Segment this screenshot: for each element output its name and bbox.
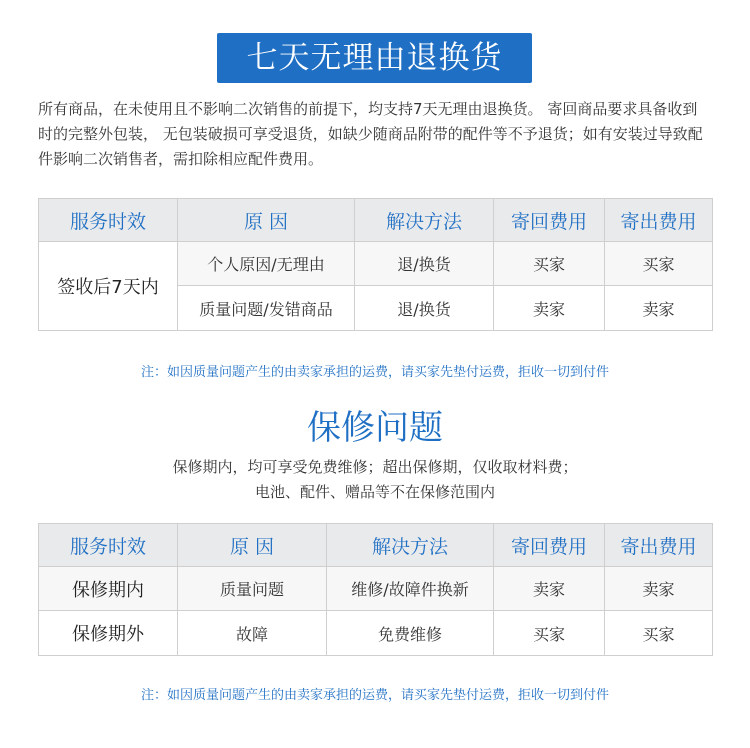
table-header-row: [39, 199, 713, 242]
reason-cell: 质量问题: [178, 567, 327, 611]
return-fee-cell: 卖家: [494, 567, 605, 611]
header-return-fee: 寄回费用: [494, 199, 605, 242]
return-policy-table: [38, 198, 713, 331]
return-policy-note: 注：如因质量问题产生的由卖家承担的运费，请买家先垫付运费，拒收一切到付件: [140, 365, 609, 380]
reason-cell: 质量问题/发错商品: [178, 286, 355, 331]
header-send-fee: 寄出费用: [605, 199, 713, 242]
header-solution: 解决方法: [327, 524, 494, 567]
table-row: [39, 242, 713, 286]
warranty-note: 注：如因质量问题产生的由卖家承担的运费，请买家先垫付运费，拒收一切到付件: [140, 688, 609, 703]
header-service-period: 服务时效: [39, 199, 178, 242]
header-service-period: 服务时效: [39, 524, 178, 567]
service-period-cell: 保修期内: [39, 567, 178, 611]
warranty-description-line1: 保修期内，均可享受免费维修；超出保修期，仅收取材料费；: [172, 458, 578, 476]
table-row: [39, 611, 713, 656]
service-period-cell: 签收后7天内: [39, 242, 178, 331]
solution-cell: 免费维修: [327, 611, 494, 656]
header-return-fee: 寄回费用: [494, 524, 605, 567]
send-fee-cell: 卖家: [605, 567, 713, 611]
solution-cell: 退/换货: [355, 286, 494, 331]
return-fee-cell: 买家: [494, 611, 605, 656]
reason-cell: 个人原因/无理由: [178, 242, 355, 286]
solution-cell: 退/换货: [355, 242, 494, 286]
return-fee-cell: 卖家: [494, 286, 605, 331]
warranty-description-line2: 电池、配件、赠品等不在保修范围内: [254, 483, 495, 501]
header-reason: 原 因: [178, 524, 327, 567]
solution-cell: 维修/故障件换新: [327, 567, 494, 611]
send-fee-cell: 买家: [605, 242, 713, 286]
table-header-row: [39, 524, 713, 567]
send-fee-cell: 卖家: [605, 286, 713, 331]
header-solution: 解决方法: [355, 199, 494, 242]
return-policy-title: 七天无理由退换货: [217, 33, 532, 83]
return-policy-description: 所有商品，在未使用且不影响二次销售的前提下，均支持7天无理由退换货。 寄回商品要求具备收到时的完整外包装， 无包装破损可享受退货，如缺少随商品附带的配件等不予退货；如有安装过导致配件影响二次销售者，需扣除相应配件费用。: [38, 100, 703, 168]
reason-cell: 故障: [178, 611, 327, 656]
header-reason: 原 因: [178, 199, 355, 242]
warranty-table: [38, 523, 713, 656]
service-period-cell: 保修期外: [39, 611, 178, 656]
header-send-fee: 寄出费用: [605, 524, 713, 567]
table-row: [39, 567, 713, 611]
warranty-title: 保修问题: [307, 408, 443, 448]
return-fee-cell: 买家: [494, 242, 605, 286]
send-fee-cell: 买家: [605, 611, 713, 656]
